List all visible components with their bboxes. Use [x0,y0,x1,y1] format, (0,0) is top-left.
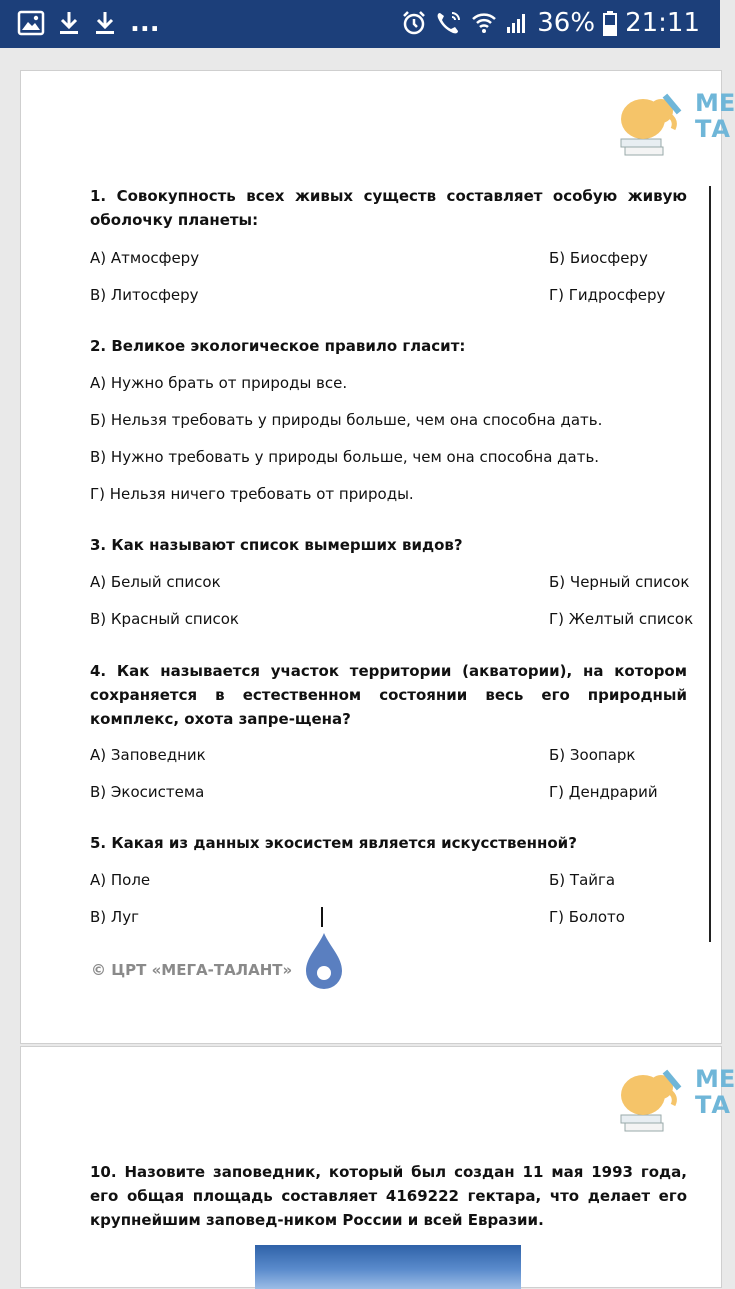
answer-1c: В) Литосферу [90,286,199,304]
answer-3c: В) Красный список [90,610,239,628]
answer-2c: В) Нужно требовать у природы больше, чем она способна дать. [90,448,600,466]
wifi-icon [471,11,497,35]
answer-4a: А) Заповедник [90,746,206,764]
alarm-icon [401,10,427,36]
mega-talant-logo [617,85,735,165]
battery-icon [603,10,617,36]
text-cursor [321,907,323,927]
clock: 21:11 [625,8,700,38]
reserve-photo [255,1245,521,1289]
notification-icons [18,10,160,36]
status-bar [0,0,720,48]
question-4: 4. Как называется участок территории (акватории), на котором сохраняется в естественном состоянии весь его природный комплекс, охота запре-щена? [90,662,687,728]
logo-text-line1: МЕ [695,1065,735,1093]
page-right-border [709,186,711,942]
download-icon [94,10,116,36]
answer-3a: А) Белый список [90,573,221,591]
answer-4c: В) Экосистема [90,783,205,801]
text-selection-handle-icon[interactable] [304,931,344,993]
question-2: 2. Великое экологическое правило гласит: [90,337,466,355]
answer-5a: А) Поле [90,871,151,889]
wifi-calling-icon [435,10,463,36]
answer-5b: Б) Тайга [549,871,616,889]
gallery-icon [18,11,44,35]
logo-text-line2: ТА [695,1091,730,1119]
copyright-text: © ЦРТ «МЕГА-ТАЛАНТ» [91,961,293,979]
status-indicators [401,8,700,38]
answer-4d: Г) Дендрарий [549,783,658,801]
answer-4b: Б) Зоопарк [549,746,636,764]
question-10: 10. Назовите заповедник, который был создан 11 мая 1993 года, его общая площадь составляет 4169222 гектара, что делает его крупнейшим заповед-ником России и всей Евразии. [90,1163,687,1229]
answer-1a: А) Атмосферу [90,249,200,267]
battery-percent: 36% [537,8,596,38]
logo-text-line1: МЕ [695,89,735,117]
question-5: 5. Какая из данных экосистем является искусственной? [90,834,577,852]
answer-2b: Б) Нельзя требовать у природы больше, чем она способна дать. [90,411,603,429]
download-icon [58,10,80,36]
answer-3b: Б) Черный список [549,573,690,591]
answer-1b: Б) Биосферу [549,249,648,267]
answer-5d: Г) Болото [549,908,625,926]
mega-talant-logo [617,1061,735,1141]
question-3: 3. Как называют список вымерших видов? [90,536,463,554]
question-1: 1. Совокупность всех живых существ составляет особую живую оболочку планеты: [90,187,687,229]
signal-icon [505,11,529,35]
answer-5c: В) Луг [90,908,139,926]
more-notifications: ... [130,8,160,38]
answer-3d: Г) Желтый список [549,610,694,628]
document-page-1 [20,70,735,1044]
logo-text-line2: ТА [695,115,730,143]
answer-2d: Г) Нельзя ничего требовать от природы. [90,485,414,503]
answer-2a: А) Нужно брать от природы все. [90,374,348,392]
answer-1d: Г) Гидросферу [549,286,666,304]
document-page-2 [20,1046,735,1288]
